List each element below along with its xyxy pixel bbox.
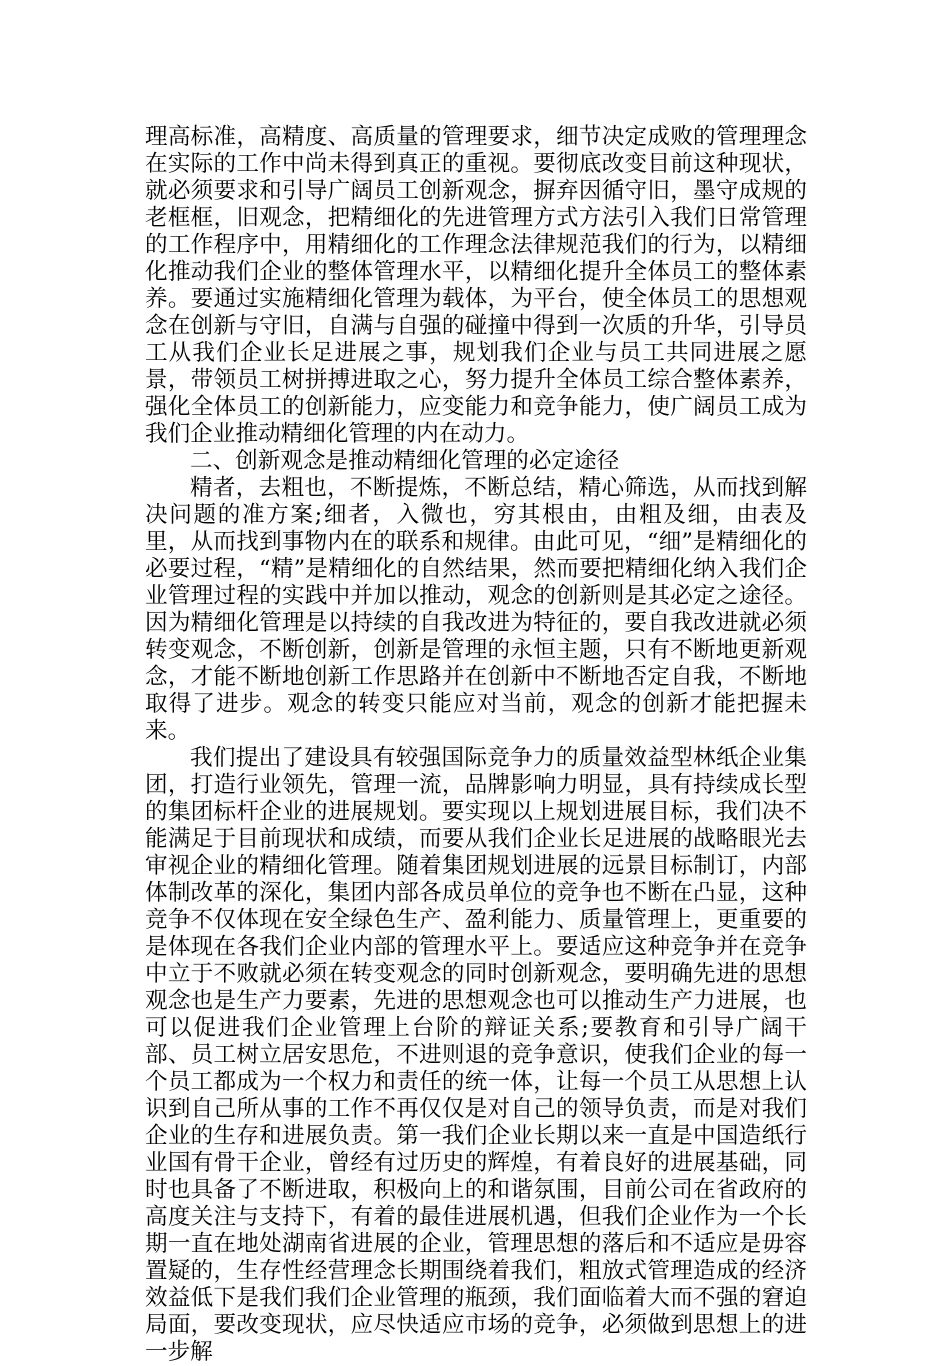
section-heading: 二、创新观念是推动精细化管理的必定途径 — [190, 448, 620, 474]
document-body — [145, 124, 807, 1366]
paragraph-planning: 我们提出了建设具有较强国际竞争力的质量效益型林纸企业集团，打造行业领先，管理一流，品牌影响力明显，具有持续成长型的集团标杆企业的进展规划。要实现以上规划进展目标，我们决不能满足于目前现状和成绩，而要从我们企业长足进展的战略眼光去审视企业的精细化管理。随着集团规划进展的远景目标制订，内部体制改革的深化，集团内部各成员单位的竞争也不断在凸显，这种竞争不仅体现在安全绿色生产、盈利能力、质量管理上，更重要的是体现在各我们企业内部的管理水平上。要适应这种竞争并在竞争中立于不败就必须在转变观念的同时创新观念，要明确先进的思想观念也是生产力要素，先进的思想观念也可以推动生产力进展，也可以促进我们企业管理上台阶的辩证关系;要教育和引导广阔干部、员工树立居安思危，不进则退的竞争意识，使我们企业的每一个员工都成为一个权力和责任的统一体，让每一个员工从思想上认识到自己所从事的工作不再仅仅是对自己的领导负责，而是对我们企业的生存和进展负责。第一我们企业长期以来一直是中国造纸行业国有骨干企业，曾经有过历史的辉煌，有着良好的进展基础，同时也具备了不断进取，积极向上的和谐氛围，目前公司在省政府的高度关注与支持下，有着的最佳进展机遇，但我们企业作为一个长期一直在地处湖南省进展的企业，管理思想的落后和不适应是毋容置疑的，生存性经营理念长期围绕着我们，粗放式管理造成的经济效益低下是我们我们企业管理的瓶颈，我们面临着大而不强的窘迫局面，要改变现状，应尽快适应市场的竞争，必须做到思想上的进一步解 — [145, 745, 807, 1365]
paragraph-continued: 理高标准，高精度、高质量的管理要求，细节决定成败的管理理念在实际的工作中尚未得到真正的重视。要彻底改变目前这种现状，就必须要求和引导广阔员工创新观念，摒弃因循守旧，墨守成规的老框框，旧观念，把精细化的先进管理方式方法引入我们日常管理的工作程序中，用精细化的工作理念法律规范我们的行为，以精细化推动我们企业的整体管理水平，以精细化提升全体员工的整体素养。要通过实施精细化管理为载体，为平台，使全体员工的思想观念在创新与守旧，自满与自强的碰撞中得到一次质的升华，引导员工从我们企业长足进展之事，规划我们企业与员工共同进展之愿景，带领员工树拼搏进取之心，努力提升全体员工综合整体素养，强化全体员工的创新能力，应变能力和竞争能力，使广阔员工成为我们企业推动精细化管理的内在动力。 — [145, 124, 807, 447]
paragraph-precision: 精者，去粗也，不断提炼，不断总结，精心筛选，从而找到解决问题的准方案;细者，入微也，穷其根由，由粗及细，由表及里，从而找到事物内在的联系和规律。由此可见，“细”是精细化的必要过程，“精”是精细化的自然结果，然而要把精细化纳入我们企业管理过程的实践中并加以推动，观念的创新则是其必定之途径。因为精细化管理是以持续的自我改进为特征的，要自我改进就必须转变观念，不断创新，创新是管理的永恒主题，只有不断地更新观念，才能不断地创新工作思路并在创新中不断地否定自我，不断地取得了进步。观念的转变只能应对当前，观念的创新才能把握未来。 — [145, 475, 807, 744]
